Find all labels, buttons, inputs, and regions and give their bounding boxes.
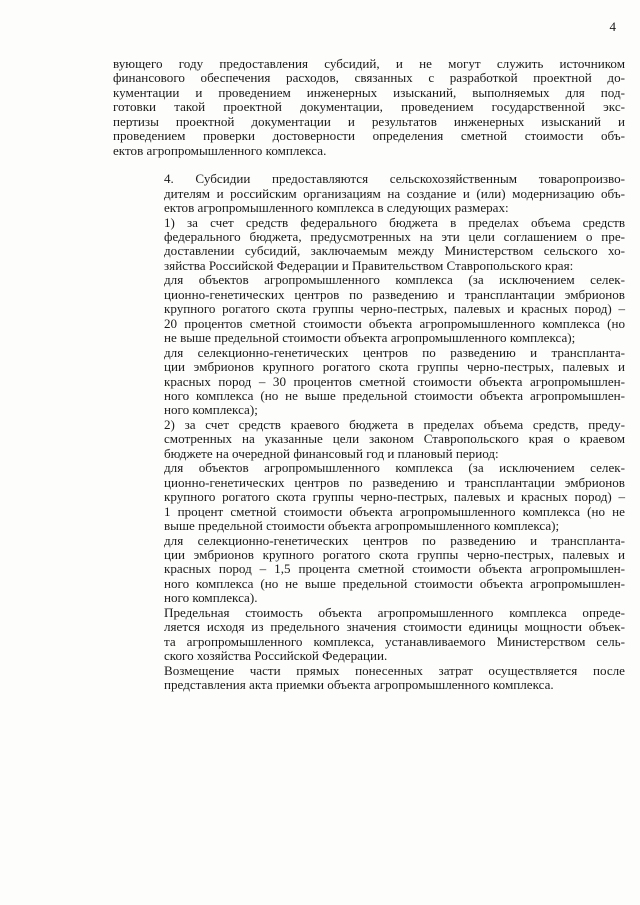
paragraph-federal-budget [113, 216, 625, 274]
text-line: 2) за счет средств краевого бюджета в пределах объема средств, преду- [164, 416, 625, 432]
paragraph-regional-budget [113, 418, 625, 461]
text-line: финансового обеспечения расходов, связанных с разработкой проектной до- [113, 70, 625, 86]
text-line: Возмещение части прямых понесенных затрат осуществляется после [164, 662, 625, 678]
paragraph-federal-general-objects [113, 273, 625, 345]
text-line: ного комплекса). [164, 590, 258, 606]
text-line: проведением проверки достоверности определения сметной стоимости объ- [113, 128, 625, 144]
text-line: не выше предельной стоимости объекта агропромышленного комплекса); [164, 330, 576, 346]
text-line: для селекционно-генетических центров по разведению и транспланта- [164, 344, 625, 360]
text-line: пертизы проектной документации и результатов инженерных изысканий и [113, 113, 625, 129]
text-line: ектов агропромышленного комплекса. [113, 142, 327, 158]
text-line: 1 процент сметной стоимости объекта агропромышленного комплекса (но не [164, 503, 625, 519]
text-line: та агропромышленного комплекса, устанавливаемого Министерством сель- [164, 633, 625, 649]
text-line: смотренных на указанные цели законом Ставропольского края о краевом [164, 431, 625, 447]
text-line: вующего году предоставления субсидий, и не могут служить источником [113, 56, 625, 71]
text-line: красных пород – 30 процентов сметной стоимости объекта агропромышлен- [164, 373, 625, 389]
text-line: представления акта приемки объекта агропромышленного комплекса. [164, 677, 554, 693]
text-line: ции эмбрионов крупного рогатого скота группы черно-пестрых, палевых и [164, 546, 625, 562]
text-line: ектов агропромышленного комплекса в следующих размерах: [164, 200, 509, 216]
text-line: ного комплекса (но не выше предельной стоимости объекта агропромышлен- [164, 575, 625, 591]
paragraph-reimbursement [113, 664, 625, 693]
text-line: ляется исходя из предельного значения стоимости единицы мощности объек- [164, 619, 625, 635]
text-line: для селекционно-генетических центров по разведению и транспланта- [164, 532, 625, 548]
text-line: ции эмбрионов крупного рогатого скота группы черно-пестрых, палевых и [164, 359, 625, 375]
text-line: ционно-генетических центров по разведению и трансплантации эмбрионов [164, 286, 625, 302]
text-line: ного комплекса); [164, 402, 258, 418]
paragraph-cost-limit [113, 606, 625, 664]
text-line: бюджете на очередной финансовый год и плановый период: [164, 445, 499, 461]
text-line: кументации и проведением инженерных изысканий, выполняемых для под- [113, 84, 625, 100]
text-line: ского хозяйства Российской Федерации. [164, 648, 388, 664]
text-line: для объектов агропромышленного комплекса (за исключением селек- [164, 460, 625, 476]
text-line: 1) за счет средств федерального бюджета в пределах объема средств [164, 214, 625, 230]
text-line: доставлении субсидий, заключаемым между Министерством сельского хо- [164, 243, 625, 259]
text-line: красных пород – 1,5 процента сметной стоимости объекта агропромышлен- [164, 561, 625, 577]
text-line: Предельная стоимость объекта агропромышленного комплекса опреде- [164, 604, 625, 620]
text-line: крупного рогатого скота группы черно-пестрых, палевых и красных пород) – [164, 489, 625, 505]
paragraph-federal-breeding-centers [113, 346, 625, 418]
text-line: федерального бюджета, предусмотренных на эти цели соглашением о пре- [164, 228, 625, 244]
text-line: ного комплекса (но не выше предельной стоимости объекта агропромышлен- [164, 387, 625, 403]
text-line: дителям и российским организациям на создание и (или) модернизацию объ- [164, 185, 625, 201]
paragraph-regional-general-objects [113, 461, 625, 533]
text-line: готовки такой проектной документации, проведением государственной экс- [113, 99, 625, 115]
text-line: зяйства Российской Федерации и Правительством Ставропольского края: [164, 257, 574, 273]
text-line: выше предельной стоимости объекта агропромышленного комплекса); [164, 518, 560, 534]
text-line: крупного рогатого скота группы черно-пестрых, палевых и красных пород) – [164, 301, 625, 317]
page-number: 4 [609, 19, 616, 34]
text-line: 20 процентов сметной стоимости объекта агропромышленного комплекса (но [164, 315, 625, 331]
paragraph-item-4 [113, 172, 625, 215]
paragraph-regional-breeding-centers [113, 534, 625, 606]
text-line: 4. Субсидии предоставляются сельскохозяйственным товаропроизво- [164, 171, 625, 187]
paragraph-continuation [113, 57, 625, 158]
text-line: ционно-генетических центров по разведению и трансплантации эмбрионов [164, 474, 625, 490]
document-body [113, 57, 625, 692]
text-line: для объектов агропромышленного комплекса (за исключением селек- [164, 272, 625, 288]
